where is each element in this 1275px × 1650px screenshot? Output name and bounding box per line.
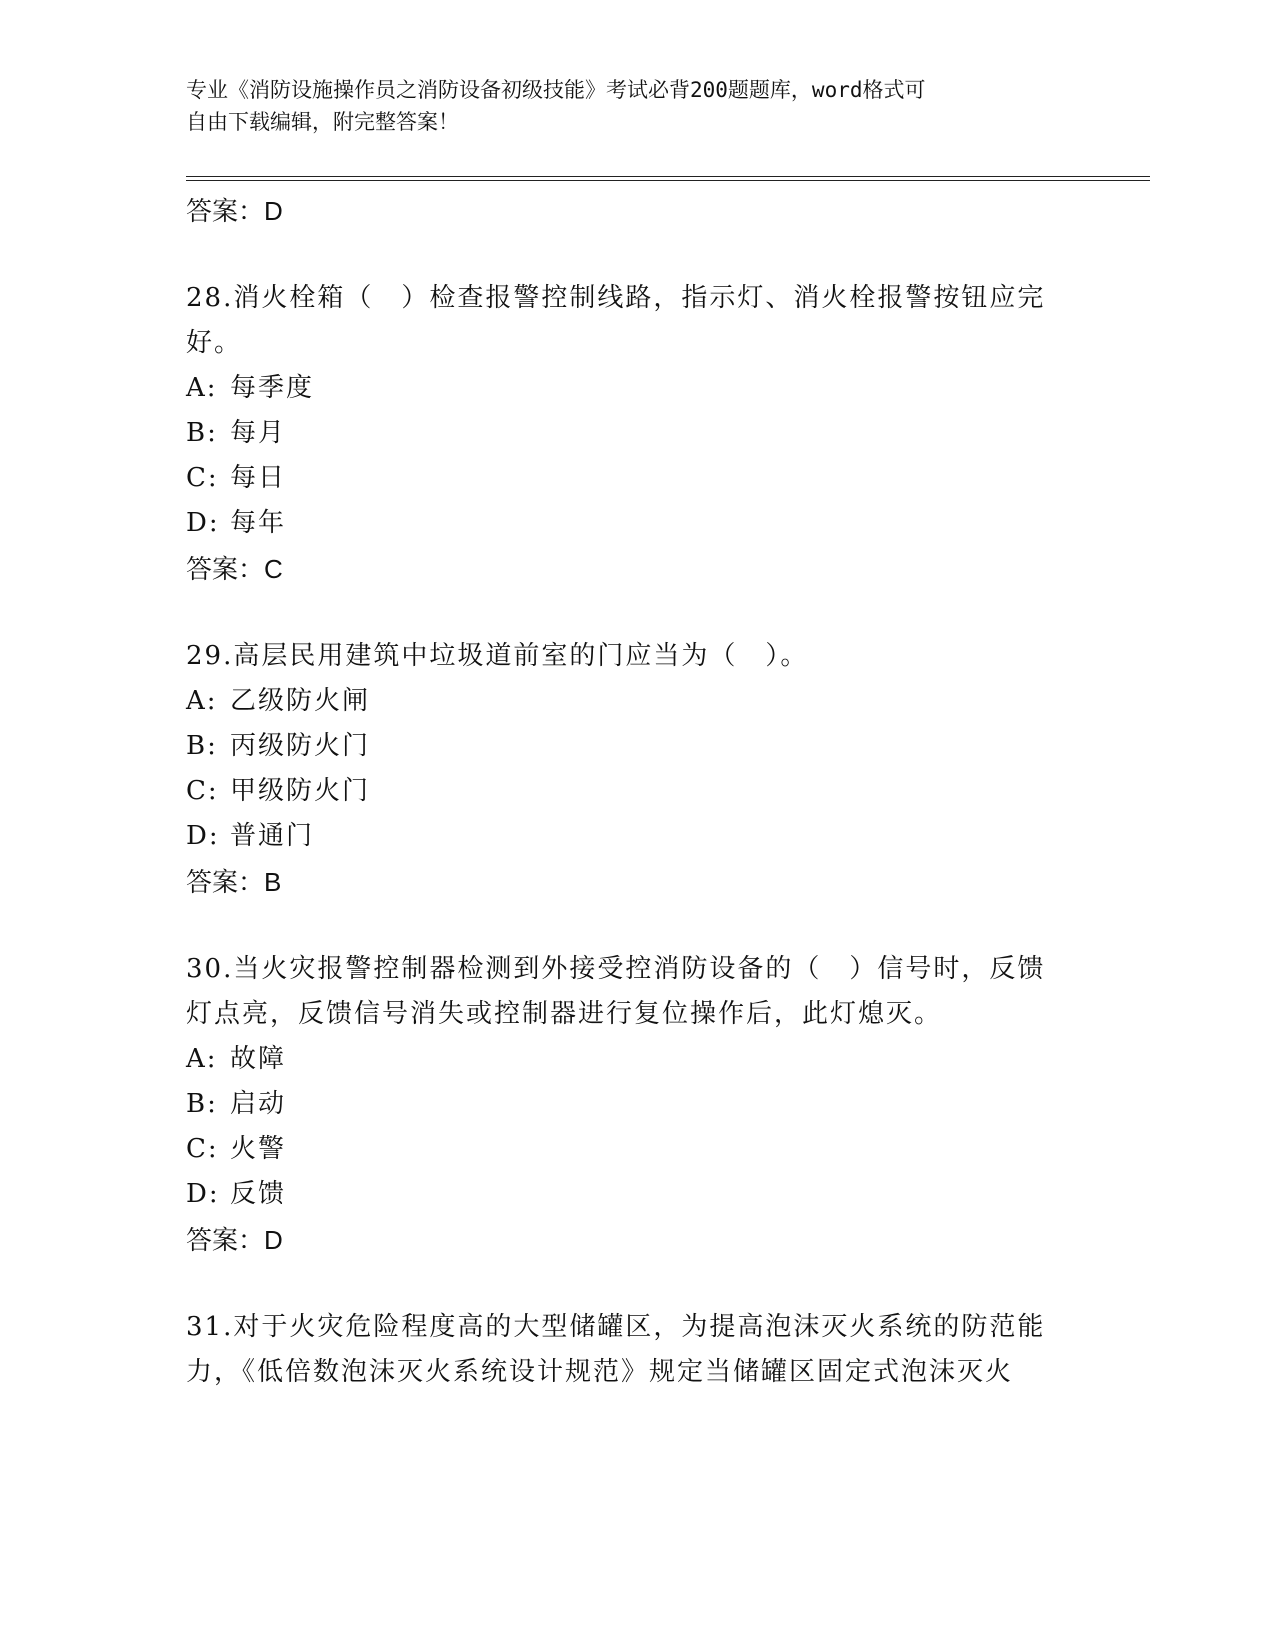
option-b: B: 丙级防火门: [186, 731, 371, 761]
question-28: [186, 276, 1086, 592]
question-stem-line-2: 力，《低倍数泡沫灭火系统设计规范》规定当储罐区固定式泡沫灭火: [186, 1357, 1014, 1387]
answer-line: 答案：D: [186, 1225, 283, 1255]
option-d: D: 反馈: [186, 1179, 287, 1209]
header-line-2: 自由下载编辑，附完整答案！: [186, 110, 459, 134]
option-d: D: 普通门: [186, 821, 315, 851]
option-b: B: 启动: [186, 1089, 287, 1119]
option-c: C: 火警: [186, 1134, 287, 1164]
question-stem-line-1: 30.当火灾报警控制器检测到外接受控消防设备的（ ）信号时，反馈: [186, 954, 1046, 984]
header-divider: [186, 176, 1150, 181]
option-d: D: 每年: [186, 508, 287, 538]
header-line-1: 专业《消防设施操作员之消防设备初级技能》考试必背200题题库，word格式可: [186, 78, 926, 102]
question-stem-line-1: 28.消火栓箱（ ）检查报警控制线路，指示灯、消火栓报警按钮应完: [186, 283, 1046, 313]
document-content: [186, 188, 1086, 1395]
option-c: C: 每日: [186, 463, 287, 493]
question-stem-line-1: 29.高层民用建筑中垃圾道前室的门应当为（ ）。: [186, 641, 809, 671]
option-b: B: 每月: [186, 418, 287, 448]
question-31: [186, 1305, 1086, 1395]
option-c: C: 甲级防火门: [186, 776, 371, 806]
page-header: [186, 74, 1066, 138]
question-stem-line-1: 31.对于火灾危险程度高的大型储罐区，为提高泡沫灭火系统的防范能: [186, 1312, 1046, 1342]
answer-line: 答案：C: [186, 554, 283, 584]
answer-line: 答案：B: [186, 867, 282, 897]
option-a: A: 每季度: [186, 373, 315, 403]
previous-answer: 答案：D: [186, 196, 283, 226]
question-30: [186, 947, 1086, 1263]
question-stem-line-2: 好。: [186, 328, 243, 358]
question-29: [186, 634, 1086, 905]
option-a: A: 乙级防火闸: [186, 686, 371, 716]
question-stem-line-2: 灯点亮，反馈信号消失或控制器进行复位操作后，此灯熄灭。: [186, 999, 943, 1029]
option-a: A: 故障: [186, 1044, 287, 1074]
